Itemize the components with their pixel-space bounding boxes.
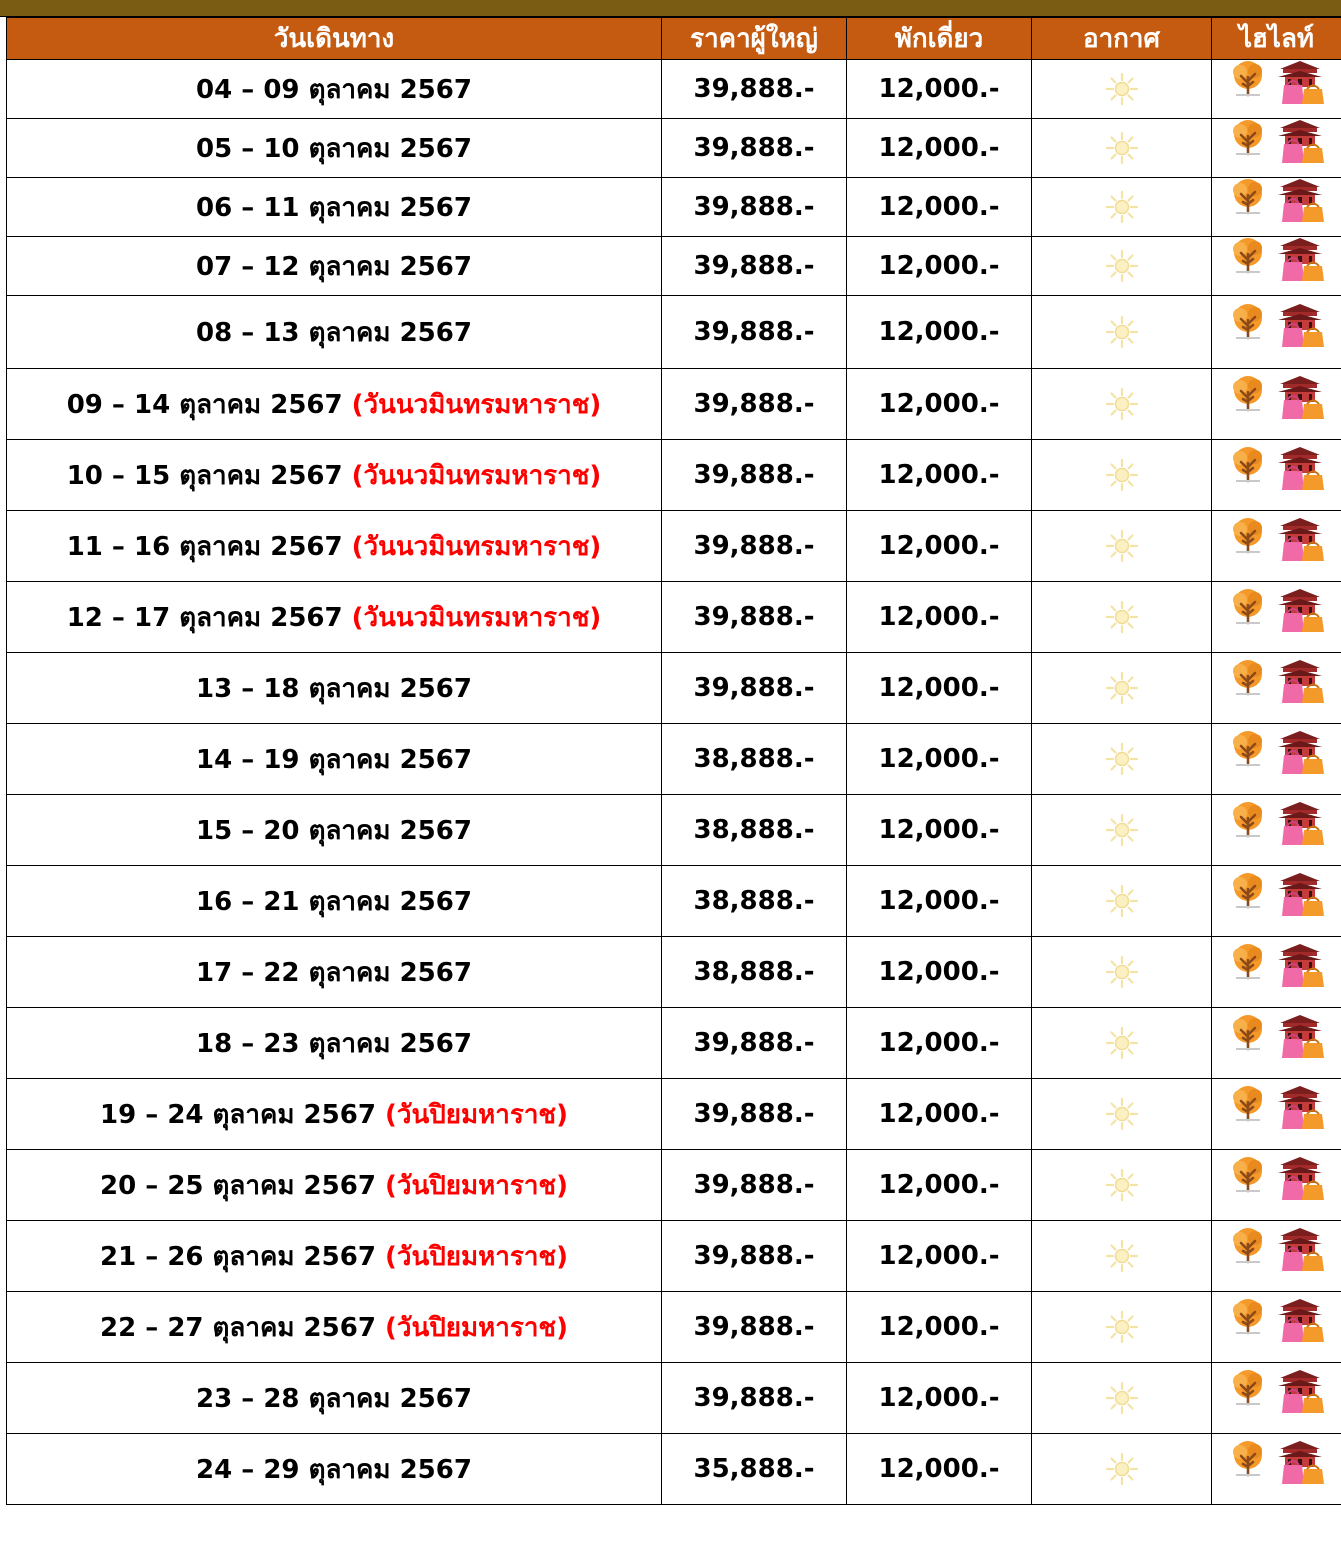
sun-icon — [1105, 529, 1139, 563]
header-highlight: ไฮไลท์ — [1212, 18, 1341, 60]
date-cell — [7, 1363, 662, 1434]
table-row — [7, 1363, 1341, 1434]
weather-cell — [1032, 440, 1212, 511]
sun-icon — [1105, 190, 1139, 224]
date-cell — [7, 795, 662, 866]
autumn-tree-icon — [1228, 59, 1268, 97]
shopping-temple-icon — [1274, 1084, 1326, 1130]
table-row — [7, 237, 1341, 296]
table-row — [7, 178, 1341, 237]
shopping-temple-icon — [1274, 177, 1326, 223]
table-row — [7, 1221, 1341, 1292]
single-supplement-cell: 12,000.- — [847, 866, 1032, 937]
sun-icon — [1105, 1168, 1139, 1202]
adult-price-cell: 39,888.- — [662, 296, 847, 369]
autumn-tree-icon — [1228, 516, 1268, 554]
date-text: 08 – 13 ตุลาคม 2567 — [196, 317, 472, 348]
table-header-row — [7, 18, 1341, 60]
adult-price-cell: 38,888.- — [662, 866, 847, 937]
highlight-cell — [1212, 724, 1341, 795]
date-text: 22 – 27 ตุลาคม 2567 — [100, 1312, 376, 1343]
sun-icon — [1105, 1026, 1139, 1060]
shopping-temple-icon — [1274, 118, 1326, 164]
single-supplement-cell: 12,000.- — [847, 119, 1032, 178]
table-row — [7, 60, 1341, 119]
date-cell — [7, 369, 662, 440]
weather-cell — [1032, 1150, 1212, 1221]
single-supplement-cell: 12,000.- — [847, 1363, 1032, 1434]
table-row — [7, 1150, 1341, 1221]
weather-cell — [1032, 119, 1212, 178]
sun-icon — [1105, 671, 1139, 705]
autumn-tree-icon — [1228, 1084, 1268, 1122]
date-text: 21 – 26 ตุลาคม 2567 — [100, 1241, 376, 1272]
date-text: 16 – 21 ตุลาคม 2567 — [196, 886, 472, 917]
single-supplement-cell: 12,000.- — [847, 440, 1032, 511]
weather-cell — [1032, 369, 1212, 440]
date-cell — [7, 178, 662, 237]
adult-price-cell: 38,888.- — [662, 937, 847, 1008]
date-cell — [7, 866, 662, 937]
single-supplement-cell: 12,000.- — [847, 937, 1032, 1008]
table-row — [7, 296, 1341, 369]
shopping-temple-icon — [1274, 302, 1326, 348]
autumn-tree-icon — [1228, 729, 1268, 767]
highlight-cell — [1212, 440, 1341, 511]
single-supplement-cell: 12,000.- — [847, 1292, 1032, 1363]
shopping-temple-icon — [1274, 1013, 1326, 1059]
highlight-cell — [1212, 369, 1341, 440]
adult-price-cell: 39,888.- — [662, 582, 847, 653]
sun-icon — [1105, 315, 1139, 349]
date-cell — [7, 60, 662, 119]
autumn-tree-icon — [1228, 1013, 1268, 1051]
weather-cell — [1032, 937, 1212, 1008]
holiday-text: (วันนวมินทรมหาราช) — [351, 531, 602, 562]
sun-icon — [1105, 600, 1139, 634]
adult-price-cell: 39,888.- — [662, 1221, 847, 1292]
date-cell — [7, 296, 662, 369]
date-cell — [7, 653, 662, 724]
table-row — [7, 866, 1341, 937]
single-supplement-cell: 12,000.- — [847, 1221, 1032, 1292]
table-row — [7, 724, 1341, 795]
highlight-cell — [1212, 119, 1341, 178]
header-adult-price: ราคาผู้ใหญ่ — [662, 18, 847, 60]
table-row — [7, 795, 1341, 866]
header-weather: อากาศ — [1032, 18, 1212, 60]
adult-price-cell: 39,888.- — [662, 653, 847, 724]
adult-price-cell: 39,888.- — [662, 1363, 847, 1434]
table-row — [7, 1434, 1341, 1505]
highlight-cell — [1212, 795, 1341, 866]
autumn-tree-icon — [1228, 1226, 1268, 1264]
highlight-cell — [1212, 178, 1341, 237]
shopping-temple-icon — [1274, 374, 1326, 420]
single-supplement-cell: 12,000.- — [847, 178, 1032, 237]
autumn-tree-icon — [1228, 118, 1268, 156]
single-supplement-cell: 12,000.- — [847, 1434, 1032, 1505]
sun-icon — [1105, 1452, 1139, 1486]
single-supplement-cell: 12,000.- — [847, 724, 1032, 795]
table-row — [7, 119, 1341, 178]
table-row — [7, 653, 1341, 724]
date-cell — [7, 119, 662, 178]
single-supplement-cell: 12,000.- — [847, 653, 1032, 724]
weather-cell — [1032, 296, 1212, 369]
autumn-tree-icon — [1228, 1368, 1268, 1406]
autumn-tree-icon — [1228, 1297, 1268, 1335]
holiday-text: (วันปิยมหาราช) — [384, 1170, 568, 1201]
date-cell — [7, 237, 662, 296]
date-text: 12 – 17 ตุลาคม 2567 — [66, 602, 343, 633]
table-row — [7, 369, 1341, 440]
table-row — [7, 440, 1341, 511]
header-single-supplement: พักเดี่ยว — [847, 18, 1032, 60]
autumn-tree-icon — [1228, 871, 1268, 909]
shopping-temple-icon — [1274, 871, 1326, 917]
table-row — [7, 582, 1341, 653]
date-text: 09 – 14 ตุลาคม 2567 — [66, 389, 343, 420]
date-text: 15 – 20 ตุลาคม 2567 — [196, 815, 472, 846]
highlight-cell — [1212, 511, 1341, 582]
date-cell — [7, 1221, 662, 1292]
sun-icon — [1105, 1381, 1139, 1415]
adult-price-cell: 39,888.- — [662, 1150, 847, 1221]
date-text: 10 – 15 ตุลาคม 2567 — [66, 460, 343, 491]
single-supplement-cell: 12,000.- — [847, 296, 1032, 369]
weather-cell — [1032, 1363, 1212, 1434]
highlight-cell — [1212, 1150, 1341, 1221]
weather-cell — [1032, 1079, 1212, 1150]
table-row — [7, 1079, 1341, 1150]
autumn-tree-icon — [1228, 177, 1268, 215]
date-cell — [7, 1008, 662, 1079]
single-supplement-cell: 12,000.- — [847, 60, 1032, 119]
highlight-cell — [1212, 1292, 1341, 1363]
table-row — [7, 1008, 1341, 1079]
highlight-cell — [1212, 60, 1341, 119]
date-text: 11 – 16 ตุลาคม 2567 — [66, 531, 343, 562]
highlight-cell — [1212, 1008, 1341, 1079]
shopping-temple-icon — [1274, 1226, 1326, 1272]
shopping-temple-icon — [1274, 445, 1326, 491]
weather-cell — [1032, 60, 1212, 119]
single-supplement-cell: 12,000.- — [847, 1150, 1032, 1221]
sun-icon — [1105, 1239, 1139, 1273]
date-text: 13 – 18 ตุลาคม 2567 — [196, 673, 472, 704]
highlight-cell — [1212, 653, 1341, 724]
weather-cell — [1032, 511, 1212, 582]
sun-icon — [1105, 72, 1139, 106]
sun-icon — [1105, 249, 1139, 283]
highlight-cell — [1212, 1363, 1341, 1434]
date-cell — [7, 582, 662, 653]
date-cell — [7, 1292, 662, 1363]
sun-icon — [1105, 884, 1139, 918]
adult-price-cell: 39,888.- — [662, 440, 847, 511]
weather-cell — [1032, 1292, 1212, 1363]
holiday-text: (วันปิยมหาราช) — [384, 1099, 568, 1130]
highlight-cell — [1212, 296, 1341, 369]
header-date: วันเดินทาง — [7, 18, 662, 60]
date-text: 24 – 29 ตุลาคม 2567 — [196, 1454, 472, 1485]
adult-price-cell: 39,888.- — [662, 60, 847, 119]
autumn-tree-icon — [1228, 658, 1268, 696]
table-row — [7, 1292, 1341, 1363]
highlight-cell — [1212, 866, 1341, 937]
holiday-text: (วันนวมินทรมหาราช) — [351, 602, 602, 633]
autumn-tree-icon — [1228, 1155, 1268, 1193]
shopping-temple-icon — [1274, 236, 1326, 282]
date-text: 14 – 19 ตุลาคม 2567 — [196, 744, 472, 775]
sun-icon — [1105, 1097, 1139, 1131]
adult-price-cell: 39,888.- — [662, 1079, 847, 1150]
autumn-tree-icon — [1228, 587, 1268, 625]
autumn-tree-icon — [1228, 800, 1268, 838]
adult-price-cell: 39,888.- — [662, 237, 847, 296]
autumn-tree-icon — [1228, 942, 1268, 980]
autumn-tree-icon — [1228, 1439, 1268, 1477]
date-text: 20 – 25 ตุลาคม 2567 — [100, 1170, 376, 1201]
adult-price-cell: 35,888.- — [662, 1434, 847, 1505]
sun-icon — [1105, 742, 1139, 776]
shopping-temple-icon — [1274, 59, 1326, 105]
highlight-cell — [1212, 582, 1341, 653]
weather-cell — [1032, 582, 1212, 653]
holiday-text: (วันปิยมหาราช) — [384, 1241, 568, 1272]
shopping-temple-icon — [1274, 1368, 1326, 1414]
single-supplement-cell: 12,000.- — [847, 237, 1032, 296]
sun-icon — [1105, 458, 1139, 492]
holiday-text: (วันนวมินทรมหาราช) — [351, 389, 602, 420]
date-cell — [7, 1150, 662, 1221]
date-cell — [7, 724, 662, 795]
sun-icon — [1105, 955, 1139, 989]
highlight-cell — [1212, 237, 1341, 296]
date-cell — [7, 937, 662, 1008]
sun-icon — [1105, 387, 1139, 421]
autumn-tree-icon — [1228, 302, 1268, 340]
top-banner-strip — [0, 0, 1341, 17]
table-row — [7, 511, 1341, 582]
single-supplement-cell: 12,000.- — [847, 1008, 1032, 1079]
sun-icon — [1105, 1310, 1139, 1344]
single-supplement-cell: 12,000.- — [847, 1079, 1032, 1150]
date-cell — [7, 440, 662, 511]
adult-price-cell: 39,888.- — [662, 511, 847, 582]
table-row — [7, 937, 1341, 1008]
shopping-temple-icon — [1274, 729, 1326, 775]
weather-cell — [1032, 653, 1212, 724]
adult-price-cell: 39,888.- — [662, 1008, 847, 1079]
weather-cell — [1032, 866, 1212, 937]
weather-cell — [1032, 1008, 1212, 1079]
date-text: 04 – 09 ตุลาคม 2567 — [196, 74, 472, 105]
shopping-temple-icon — [1274, 942, 1326, 988]
autumn-tree-icon — [1228, 374, 1268, 412]
single-supplement-cell: 12,000.- — [847, 369, 1032, 440]
highlight-cell — [1212, 1079, 1341, 1150]
date-text: 18 – 23 ตุลาคม 2567 — [196, 1028, 472, 1059]
shopping-temple-icon — [1274, 1439, 1326, 1485]
holiday-text: (วันปิยมหาราช) — [384, 1312, 568, 1343]
tour-price-table — [6, 17, 1341, 1505]
date-text: 06 – 11 ตุลาคม 2567 — [196, 192, 472, 223]
autumn-tree-icon — [1228, 445, 1268, 483]
adult-price-cell: 39,888.- — [662, 119, 847, 178]
weather-cell — [1032, 1434, 1212, 1505]
date-cell — [7, 511, 662, 582]
weather-cell — [1032, 795, 1212, 866]
date-text: 17 – 22 ตุลาคม 2567 — [196, 957, 472, 988]
shopping-temple-icon — [1274, 1155, 1326, 1201]
date-text: 23 – 28 ตุลาคม 2567 — [196, 1383, 472, 1414]
adult-price-cell: 39,888.- — [662, 369, 847, 440]
single-supplement-cell: 12,000.- — [847, 511, 1032, 582]
date-text: 19 – 24 ตุลาคม 2567 — [100, 1099, 376, 1130]
single-supplement-cell: 12,000.- — [847, 795, 1032, 866]
single-supplement-cell: 12,000.- — [847, 582, 1032, 653]
adult-price-cell: 39,888.- — [662, 178, 847, 237]
date-text: 05 – 10 ตุลาคม 2567 — [196, 133, 472, 164]
sun-icon — [1105, 813, 1139, 847]
autumn-tree-icon — [1228, 236, 1268, 274]
date-cell — [7, 1434, 662, 1505]
shopping-temple-icon — [1274, 1297, 1326, 1343]
weather-cell — [1032, 724, 1212, 795]
highlight-cell — [1212, 1221, 1341, 1292]
adult-price-cell: 38,888.- — [662, 795, 847, 866]
shopping-temple-icon — [1274, 516, 1326, 562]
shopping-temple-icon — [1274, 658, 1326, 704]
weather-cell — [1032, 237, 1212, 296]
highlight-cell — [1212, 1434, 1341, 1505]
adult-price-cell: 38,888.- — [662, 724, 847, 795]
shopping-temple-icon — [1274, 587, 1326, 633]
holiday-text: (วันนวมินทรมหาราช) — [351, 460, 602, 491]
weather-cell — [1032, 178, 1212, 237]
date-text: 07 – 12 ตุลาคม 2567 — [196, 251, 472, 282]
sun-icon — [1105, 131, 1139, 165]
shopping-temple-icon — [1274, 800, 1326, 846]
adult-price-cell: 39,888.- — [662, 1292, 847, 1363]
weather-cell — [1032, 1221, 1212, 1292]
highlight-cell — [1212, 937, 1341, 1008]
date-cell — [7, 1079, 662, 1150]
